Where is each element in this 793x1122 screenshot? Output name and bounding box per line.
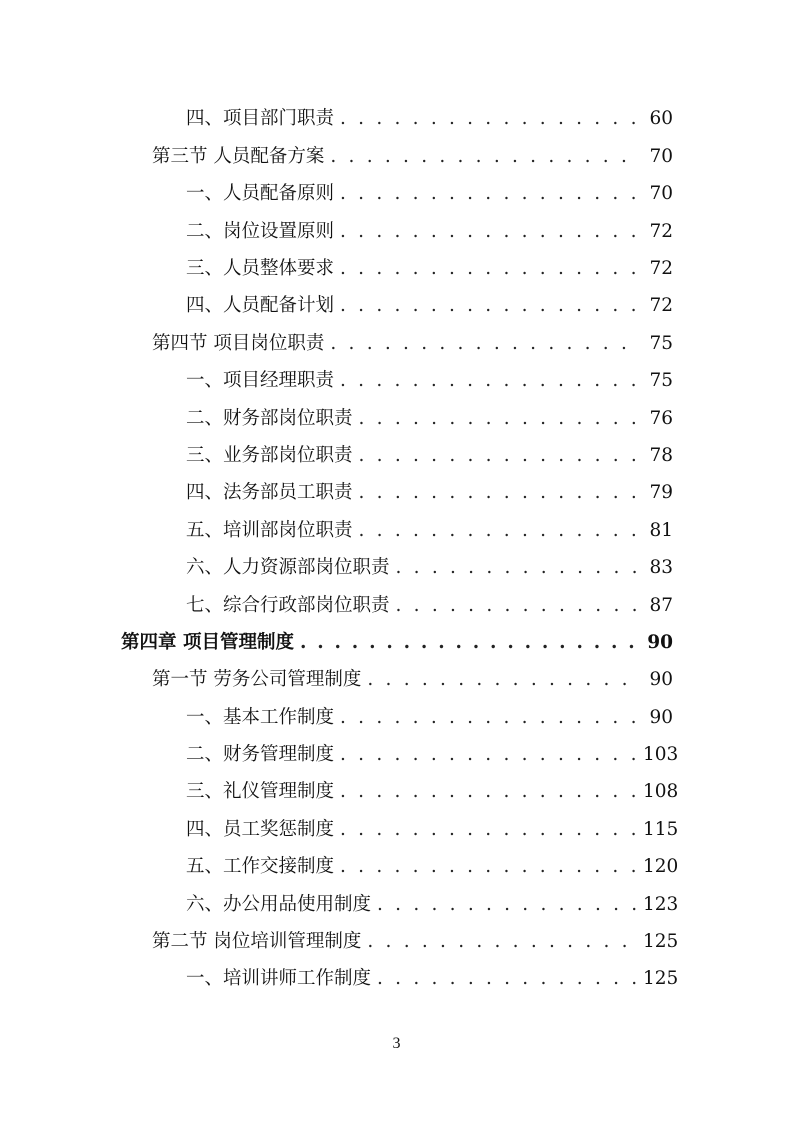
dot-leader: [359, 410, 637, 429]
toc-entry-page: 90: [647, 631, 673, 653]
toc-entry[interactable]: [0, 587, 793, 624]
toc-entry-page: 81: [649, 519, 673, 541]
toc-entry[interactable]: [0, 737, 793, 774]
toc-entry-page: 72: [649, 258, 673, 279]
dot-leader: [300, 634, 637, 653]
toc-entry[interactable]: [0, 400, 793, 437]
toc-entry-title: 二、岗位设置原则: [186, 220, 335, 242]
toc-entry[interactable]: [0, 662, 793, 699]
toc-entry-title: 二、财务部岗位职责: [186, 407, 353, 429]
toc-entry-page: 72: [649, 220, 673, 242]
toc-entry-title: 一、基本工作制度: [186, 706, 335, 728]
toc-entry-title: 二、财务管理制度: [186, 744, 335, 766]
toc-entry-title: 六、人力资源部岗位职责: [186, 557, 390, 579]
toc-entry-title: 第四章 项目管理制度: [121, 631, 294, 653]
toc-entry[interactable]: [0, 325, 793, 362]
toc-entry[interactable]: [0, 550, 793, 587]
toc-entry-title: 四、项目部门职责: [186, 108, 335, 130]
toc-entry-page: 76: [649, 407, 673, 429]
toc-entry[interactable]: [0, 438, 793, 475]
toc-entry[interactable]: [0, 961, 793, 998]
toc-entry-title: 五、培训部岗位职责: [186, 519, 353, 541]
toc-entry-title: 七、综合行政部岗位职责: [186, 594, 390, 616]
toc-entry[interactable]: [0, 213, 793, 250]
toc-entry-title: 第二节 岗位培训管理制度: [152, 931, 362, 953]
toc-entry-page: 70: [649, 145, 673, 167]
toc-entry-page: 123: [643, 893, 679, 915]
dot-leader: [340, 746, 637, 765]
dot-leader: [396, 559, 637, 578]
dot-leader: [330, 335, 637, 354]
toc-entry[interactable]: [0, 288, 793, 325]
toc-entry-page: 70: [649, 183, 673, 205]
dot-leader: [340, 185, 637, 204]
toc-entry[interactable]: [0, 475, 793, 512]
toc-entry-page: 120: [643, 856, 679, 878]
toc-entry-page: 83: [649, 557, 673, 579]
dot-leader: [340, 783, 637, 802]
toc-chapter-entry[interactable]: [0, 624, 793, 661]
page-number: 3: [392, 1035, 401, 1052]
toc-entry[interactable]: [0, 886, 793, 923]
toc-entry-title: 三、礼仪管理制度: [186, 781, 335, 803]
toc-entry-page: 108: [643, 781, 679, 803]
dot-leader: [340, 821, 637, 840]
toc-entry-page: 79: [649, 482, 673, 504]
toc-entry-page: 115: [643, 818, 679, 840]
toc-entry-title: 第一节 劳务公司管理制度: [152, 669, 362, 691]
dot-leader: [340, 709, 637, 728]
toc-entry[interactable]: [0, 699, 793, 736]
toc-entry[interactable]: [0, 774, 793, 811]
toc-entry-title: 一、项目经理职责: [186, 370, 335, 392]
dot-leader: [340, 110, 637, 129]
toc-entry-title: 四、人员配备计划: [186, 295, 335, 317]
toc-entry-title: 六、办公用品使用制度: [186, 893, 372, 915]
toc-entry-title: 五、工作交接制度: [186, 856, 335, 878]
dot-leader: [359, 484, 637, 503]
dot-leader: [396, 597, 637, 616]
toc-entry-title: 一、培训讲师工作制度: [186, 968, 372, 990]
toc-entry-page: 125: [643, 931, 679, 953]
toc-entry[interactable]: [0, 849, 793, 886]
toc-entry-title: 一、人员配备原则: [186, 183, 335, 205]
toc-entry-page: 90: [649, 706, 673, 728]
toc-entry[interactable]: [0, 251, 793, 288]
toc-entry[interactable]: [0, 138, 793, 175]
toc-entry-title: 第四节 项目岗位职责: [152, 332, 325, 354]
toc-entry-page: 75: [649, 370, 673, 392]
toc-entry[interactable]: [0, 924, 793, 961]
toc-entry-page: 72: [649, 295, 673, 317]
toc-entry-title: 四、法务部员工职责: [186, 482, 353, 504]
toc-entry-page: 87: [649, 594, 673, 616]
toc-entry[interactable]: [0, 176, 793, 213]
toc-entry[interactable]: [0, 512, 793, 549]
dot-leader: [330, 148, 637, 167]
toc-entry-title: 三、人员整体要求: [186, 258, 335, 279]
toc-entry-page: 78: [649, 444, 673, 466]
dot-leader: [367, 933, 637, 952]
toc-entry[interactable]: [0, 811, 793, 848]
dot-leader: [340, 372, 637, 391]
dot-leader: [377, 970, 637, 989]
dot-leader: [367, 671, 637, 690]
dot-leader: [359, 447, 637, 466]
toc-entry-title: 四、员工奖惩制度: [186, 818, 335, 840]
dot-leader: [377, 896, 637, 915]
toc-entry[interactable]: [0, 101, 793, 138]
toc-entry-page: 75: [649, 332, 673, 354]
dot-leader: [340, 223, 637, 242]
dot-leader: [359, 522, 637, 541]
toc-entry[interactable]: [0, 363, 793, 400]
toc-entry-page: 125: [643, 968, 679, 990]
toc-entry-page: 103: [643, 744, 679, 766]
dot-leader: [340, 858, 637, 877]
toc-entry-page: 90: [649, 669, 673, 691]
dot-leader: [340, 297, 637, 316]
table-of-contents: [0, 101, 793, 998]
toc-entry-title: 三、业务部岗位职责: [186, 444, 353, 466]
toc-entry-title: 第三节 人员配备方案: [152, 145, 325, 167]
dot-leader: [340, 260, 637, 279]
toc-entry-page: 60: [649, 108, 673, 130]
